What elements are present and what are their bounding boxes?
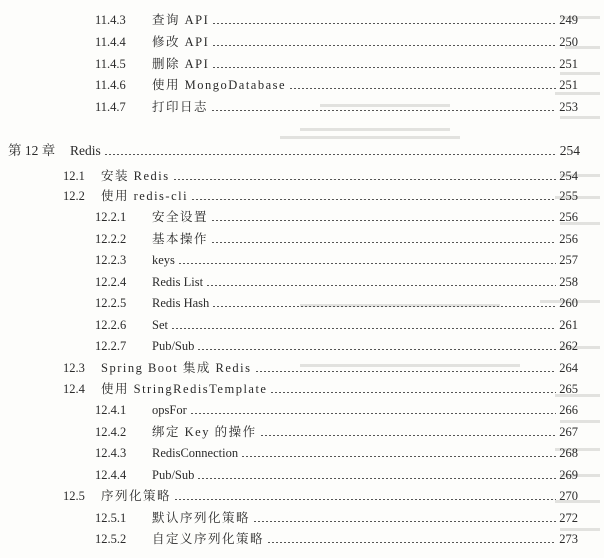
dot-leader: [206, 285, 556, 286]
toc-page: 270: [559, 489, 578, 503]
toc-number: 12.3: [63, 361, 85, 375]
toc-page: 269: [559, 468, 578, 482]
dot-leader: [191, 199, 556, 200]
dot-leader: [267, 542, 556, 543]
toc-page: 251: [559, 78, 578, 92]
toc-number: 12.5.2: [95, 532, 127, 546]
toc-number: 12.1: [63, 169, 85, 183]
toc-entry[interactable]: [95, 73, 578, 93]
toc-title: Redis Hash: [152, 296, 210, 310]
toc-number: 12.4.1: [95, 403, 127, 417]
toc-number: 12.4: [63, 382, 85, 396]
toc-number: 12.4.3: [95, 446, 127, 460]
dot-leader: [197, 478, 556, 479]
dot-leader: [212, 23, 556, 24]
toc-entry[interactable]: [95, 334, 578, 354]
toc-entry[interactable]: [63, 484, 578, 504]
toc-page: 256: [559, 232, 578, 246]
toc-page: 273: [559, 532, 578, 546]
dot-leader: [260, 435, 557, 436]
toc-title: 绑定 Key 的操作: [152, 425, 257, 439]
toc-page: 256: [559, 210, 578, 224]
toc-title: 打印日志: [152, 100, 209, 114]
dot-leader: [211, 220, 556, 221]
toc-number: 11.4.6: [95, 78, 126, 92]
dot-leader: [211, 242, 556, 243]
toc-entry[interactable]: [95, 313, 578, 333]
toc-number: 12.2.7: [95, 339, 127, 353]
toc-page: 260: [559, 296, 578, 310]
toc-page: 249: [559, 13, 578, 27]
toc-title: RedisConnection: [152, 446, 239, 460]
toc-page: 266: [559, 403, 578, 417]
dot-leader: [253, 521, 556, 522]
toc-title: 使用 redis-cli: [101, 189, 189, 203]
toc-chapter-entry[interactable]: [8, 139, 580, 159]
toc-title: 删除 API: [152, 57, 210, 71]
toc-page: 262: [559, 339, 578, 353]
dot-leader: [174, 499, 556, 500]
toc-number: 11.4.7: [95, 100, 126, 114]
toc-entry[interactable]: [63, 377, 578, 397]
dot-leader: [211, 110, 556, 111]
toc-page: 267: [559, 425, 578, 439]
toc-entry[interactable]: [95, 527, 578, 547]
toc-page: 253: [559, 100, 578, 114]
toc-title: Set: [152, 318, 168, 332]
toc-title: 自定义序列化策略: [152, 532, 265, 546]
toc-entry[interactable]: [95, 227, 578, 247]
toc-page: 254: [559, 169, 578, 183]
dot-leader: [197, 349, 556, 350]
dot-leader: [289, 88, 556, 89]
toc-title: 使用 StringRedisTemplate: [101, 382, 268, 396]
dot-leader: [190, 413, 557, 414]
toc-title: 修改 API: [152, 35, 210, 49]
toc-title: Pub/Sub: [152, 339, 195, 353]
toc-number: 11.4.3: [95, 13, 126, 27]
toc-entry[interactable]: [95, 506, 578, 526]
toc-page: 257: [559, 253, 578, 267]
toc-entry[interactable]: [95, 52, 578, 72]
toc-title: 安全设置: [152, 210, 209, 224]
toc-title: 使用 MongoDatabase: [152, 78, 287, 92]
toc-title: 查询 API: [152, 13, 210, 27]
toc-page: 250: [559, 35, 578, 49]
toc-title: 基本操作: [152, 232, 209, 246]
toc-number: 12.2.1: [95, 210, 127, 224]
toc-title: 默认序列化策略: [152, 511, 251, 525]
toc-entry[interactable]: [95, 291, 578, 311]
toc-page: 258: [559, 275, 578, 289]
toc-entry[interactable]: [63, 184, 578, 204]
toc-entry[interactable]: [95, 30, 578, 50]
dot-leader: [241, 456, 556, 457]
dot-leader: [173, 179, 557, 180]
toc-entry[interactable]: [95, 463, 578, 483]
toc-number: 12.2.6: [95, 318, 127, 332]
toc-entry[interactable]: [95, 270, 578, 290]
toc-number: 12.2: [63, 189, 85, 203]
toc-page: 268: [559, 446, 578, 460]
toc-title: keys: [152, 253, 175, 267]
dot-leader: [171, 328, 556, 329]
toc-page: 272: [559, 511, 578, 525]
toc-entry[interactable]: [95, 248, 578, 268]
toc-number: 12.4.2: [95, 425, 127, 439]
toc-entry[interactable]: [95, 95, 578, 115]
toc-number: 12.2.4: [95, 275, 127, 289]
dot-leader: [255, 371, 557, 372]
dot-leader: [178, 263, 556, 264]
toc-page: 261: [559, 318, 578, 332]
toc-title: 安装 Redis: [101, 169, 170, 183]
toc-chapter-title: Redis: [70, 143, 101, 158]
toc-number: 12.4.4: [95, 468, 127, 482]
dot-leader: [212, 306, 556, 307]
toc-number: 12.2.5: [95, 296, 127, 310]
toc-entry[interactable]: [63, 356, 578, 376]
toc-number: 12.5.1: [95, 511, 127, 525]
dot-leader: [104, 154, 557, 155]
toc-page: 251: [559, 57, 578, 71]
toc-chapter-number: 第 12 章: [8, 143, 56, 158]
toc-number: 12.2.2: [95, 232, 127, 246]
toc-number: 11.4.5: [95, 57, 126, 71]
toc-number: 11.4.4: [95, 35, 126, 49]
toc-entry[interactable]: [63, 164, 578, 184]
toc-page: 255: [559, 189, 578, 203]
toc-entry[interactable]: [95, 441, 578, 461]
dot-leader: [212, 45, 556, 46]
toc-page: 254: [559, 143, 580, 158]
toc-title: Spring Boot 集成 Redis: [101, 361, 252, 375]
toc-page: 264: [559, 361, 578, 375]
toc-title: 序列化策略: [101, 489, 172, 503]
toc-entry[interactable]: [95, 205, 578, 225]
dot-leader: [270, 392, 556, 393]
toc-entry[interactable]: [95, 8, 578, 28]
toc-title: opsFor: [152, 403, 187, 417]
toc-title: Redis List: [152, 275, 204, 289]
toc-entry[interactable]: [95, 420, 578, 440]
toc-number: 12.2.3: [95, 253, 127, 267]
toc-page: 265: [559, 382, 578, 396]
toc-number: 12.5: [63, 489, 85, 503]
toc-entry[interactable]: [95, 398, 578, 418]
toc-title: Pub/Sub: [152, 468, 195, 482]
dot-leader: [212, 67, 556, 68]
